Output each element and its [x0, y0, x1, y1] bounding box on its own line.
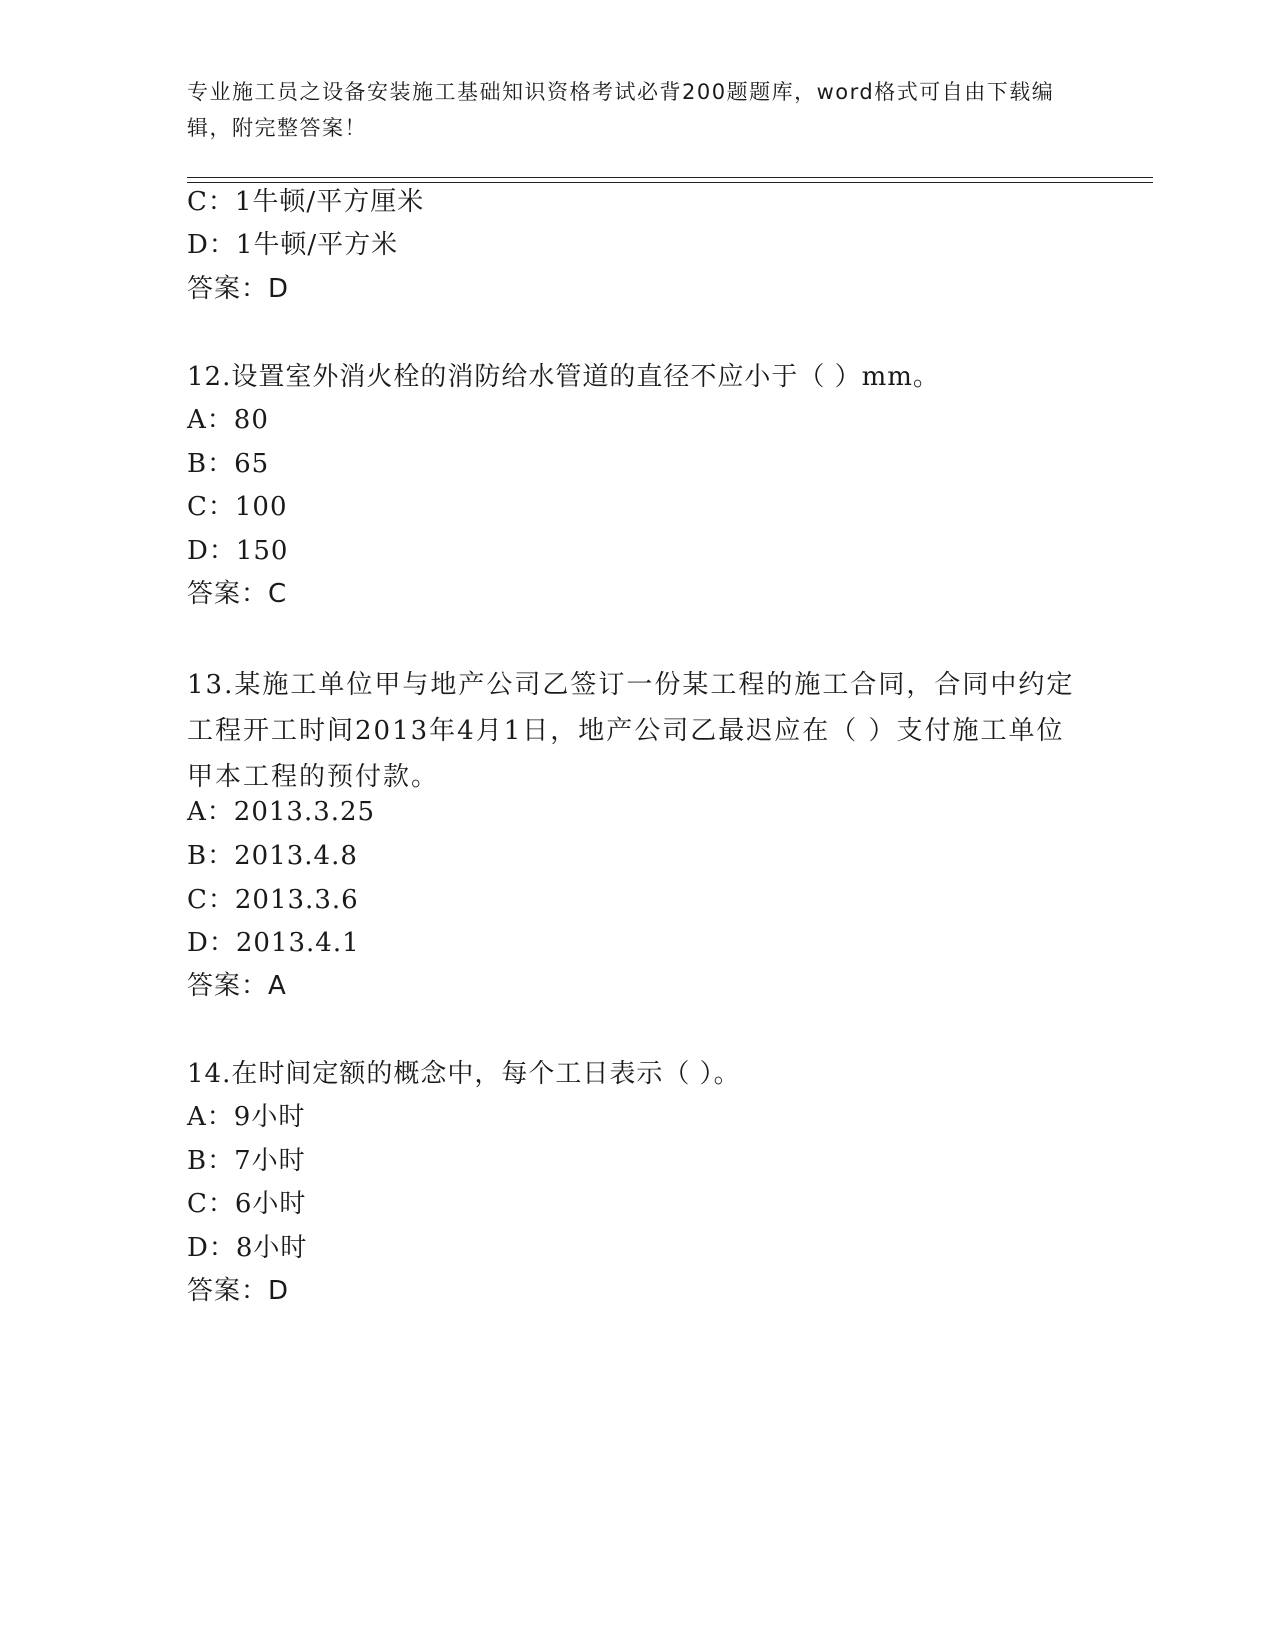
q12-option-c: C：100	[187, 492, 288, 522]
q12-option-d: D：150	[187, 536, 289, 566]
q13-option-b: B：2013.4.8	[187, 841, 358, 871]
q13-answer: 答案：A	[187, 971, 287, 1001]
q14-option-c: C：6小时	[187, 1189, 307, 1219]
q11-answer: 答案：D	[187, 274, 290, 304]
q11-option-d: D：1牛顿/平方米	[187, 230, 399, 260]
q12-option-a: A：80	[187, 405, 269, 435]
q13-option-a: A：2013.3.25	[187, 797, 376, 827]
q14-answer: 答案：D	[187, 1276, 290, 1306]
q13-option-c: C：2013.3.6	[187, 885, 359, 915]
q12-question-text: 12.设置室外消火栓的消防给水管道的直径不应小于（ ）mm。	[187, 362, 940, 392]
q14-option-d: D：8小时	[187, 1233, 308, 1263]
q14-option-b: B：7小时	[187, 1146, 306, 1176]
q14-question-text: 14.在时间定额的概念中，每个工日表示（ ）。	[187, 1059, 741, 1089]
q11-option-c: C：1牛顿/平方厘米	[187, 187, 425, 217]
q12-answer: 答案：C	[187, 579, 288, 609]
q12-option-b: B：65	[187, 449, 270, 479]
header-divider-bottom	[187, 182, 1153, 183]
q14-option-a: A：9小时	[187, 1102, 306, 1132]
q13-option-d: D：2013.4.1	[187, 928, 360, 958]
q13-question-text: 13.某施工单位甲与地产公司乙签订一份某工程的施工合同，合同中约定工程开工时间2013年4月1日，地产公司乙最迟应在（ ）支付施工单位甲本工程的预付款。	[187, 670, 1075, 792]
document-header: 专业施工员之设备安装施工基础知识资格考试必背200题题库，word格式可自由下载编辑，附完整答案！	[187, 80, 1055, 140]
header-divider-top	[187, 177, 1153, 178]
